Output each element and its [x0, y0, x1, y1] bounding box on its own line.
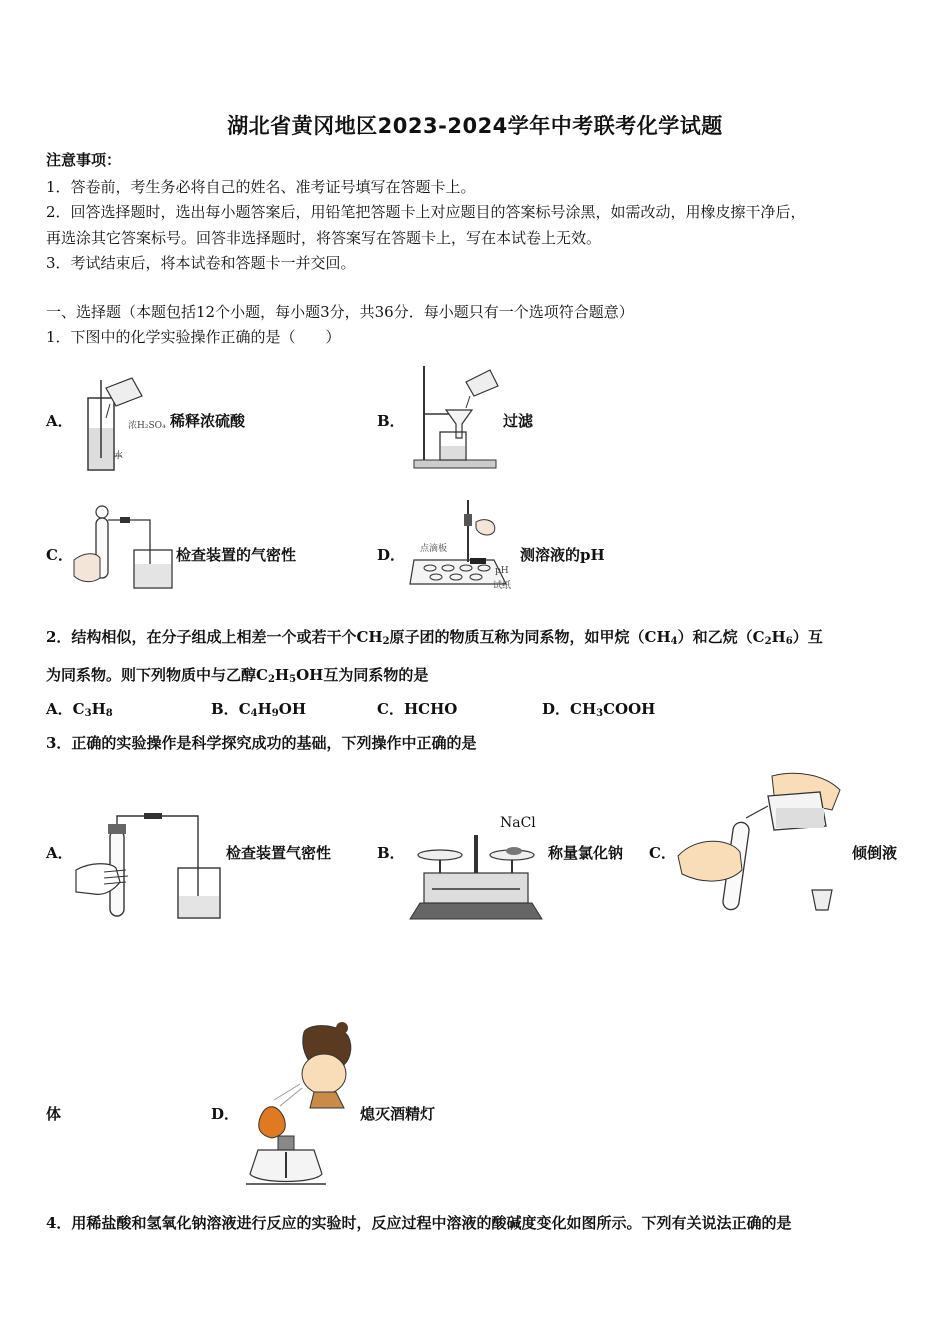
- question-2-stem-line-2: 为同系物。则下列物质中与乙醇$C_2H_5OH$互为同系物的是: [46, 666, 429, 685]
- q2-option-d: D．$CH_3COOH$: [542, 700, 656, 719]
- q1-option-a-caption: 稀释浓硫酸: [170, 412, 246, 430]
- q3-option-c-letter: C．: [649, 844, 676, 862]
- label-ph: pH: [495, 566, 509, 576]
- balance-figure: [406, 815, 546, 923]
- extinguish-lamp-figure: [244, 1022, 364, 1188]
- q2-option-a: A．$C_3H_8$: [46, 700, 113, 719]
- notice-heading: 注意事项：: [46, 151, 122, 169]
- notice-item: 2．回答选择题时，选出每小题答案后，用铅笔把答题卡上对应题目的答案标号涂黑，如需改动，用橡皮擦干净后，: [46, 203, 806, 221]
- q3-option-c-caption-continued: 体: [46, 1105, 62, 1123]
- filtration-figure: [410, 362, 500, 472]
- q3-option-b-letter: B．: [377, 844, 405, 862]
- label-test-paper: 试纸: [493, 581, 512, 591]
- section-heading: 一、选择题（本题包括12个小题，每小题3分，共36分．每小题只有一个选项符合题意）: [46, 303, 634, 321]
- q3-airtight-figure: [74, 812, 224, 922]
- q3-option-a-caption: 检查装置气密性: [226, 844, 332, 862]
- q3-option-d-letter: D．: [211, 1105, 240, 1123]
- q1-option-d-letter: D．: [377, 546, 406, 564]
- q1-option-a-letter: A．: [46, 412, 73, 430]
- notice-item: 1．答卷前，考生务必将自己的姓名、准考证号填写在答题卡上。: [46, 178, 476, 196]
- q3-option-a-letter: A．: [46, 844, 73, 862]
- q3-option-c-caption: 倾倒液: [852, 844, 898, 862]
- q3-option-b-caption: 称量氯化钠: [548, 844, 624, 862]
- q1-option-b-letter: B．: [377, 412, 405, 430]
- notice-item: 再选涂其它答案标号。回答非选择题时，将答案写在答题卡上，写在本试卷上无效。: [46, 229, 602, 247]
- q1-option-c-caption: 检查装置的气密性: [176, 546, 297, 564]
- airtight-check-figure: [70, 500, 180, 592]
- q3-option-d-caption: 熄灭酒精灯: [360, 1105, 436, 1123]
- label-conc-acid: 浓H₂SO₄: [128, 421, 166, 431]
- label-nacl: NaCl: [500, 815, 536, 831]
- q2-option-c: C．HCHO: [377, 700, 458, 718]
- q1-option-c-letter: C．: [46, 546, 73, 564]
- q2-option-b: B．$C_4H_9OH$: [211, 700, 307, 719]
- question-4-stem: 4．用稀盐酸和氢氧化钠溶液进行反应的实验时，反应过程中溶液的酸碱度变化如图所示。下列有关说法正确的是: [46, 1214, 792, 1232]
- page-title: 湖北省黄冈地区2023-2024学年中考联考化学试题: [227, 114, 723, 138]
- question-3-stem: 3．正确的实验操作是科学探究成功的基础，下列操作中正确的是: [46, 734, 477, 752]
- label-spot-plate: 点滴板: [420, 544, 448, 554]
- pouring-liquid-figure: [676, 766, 846, 918]
- q1-option-b-caption: 过滤: [503, 412, 534, 430]
- notice-item: 3．考试结束后，将本试卷和答题卡一并交回。: [46, 254, 356, 272]
- q1-option-d-caption: 测溶液的pH: [520, 546, 605, 564]
- label-water: 水: [114, 451, 124, 461]
- question-2-stem-line-1: 2．结构相似，在分子组成上相差一个或若干个$CH_2$原子团的物质互称为同系物，如甲烷$(CH_4)$和乙烷$(C_2H_6)$互: [46, 628, 823, 647]
- question-1-stem: 1．下图中的化学实验操作正确的是（ ）: [46, 328, 341, 346]
